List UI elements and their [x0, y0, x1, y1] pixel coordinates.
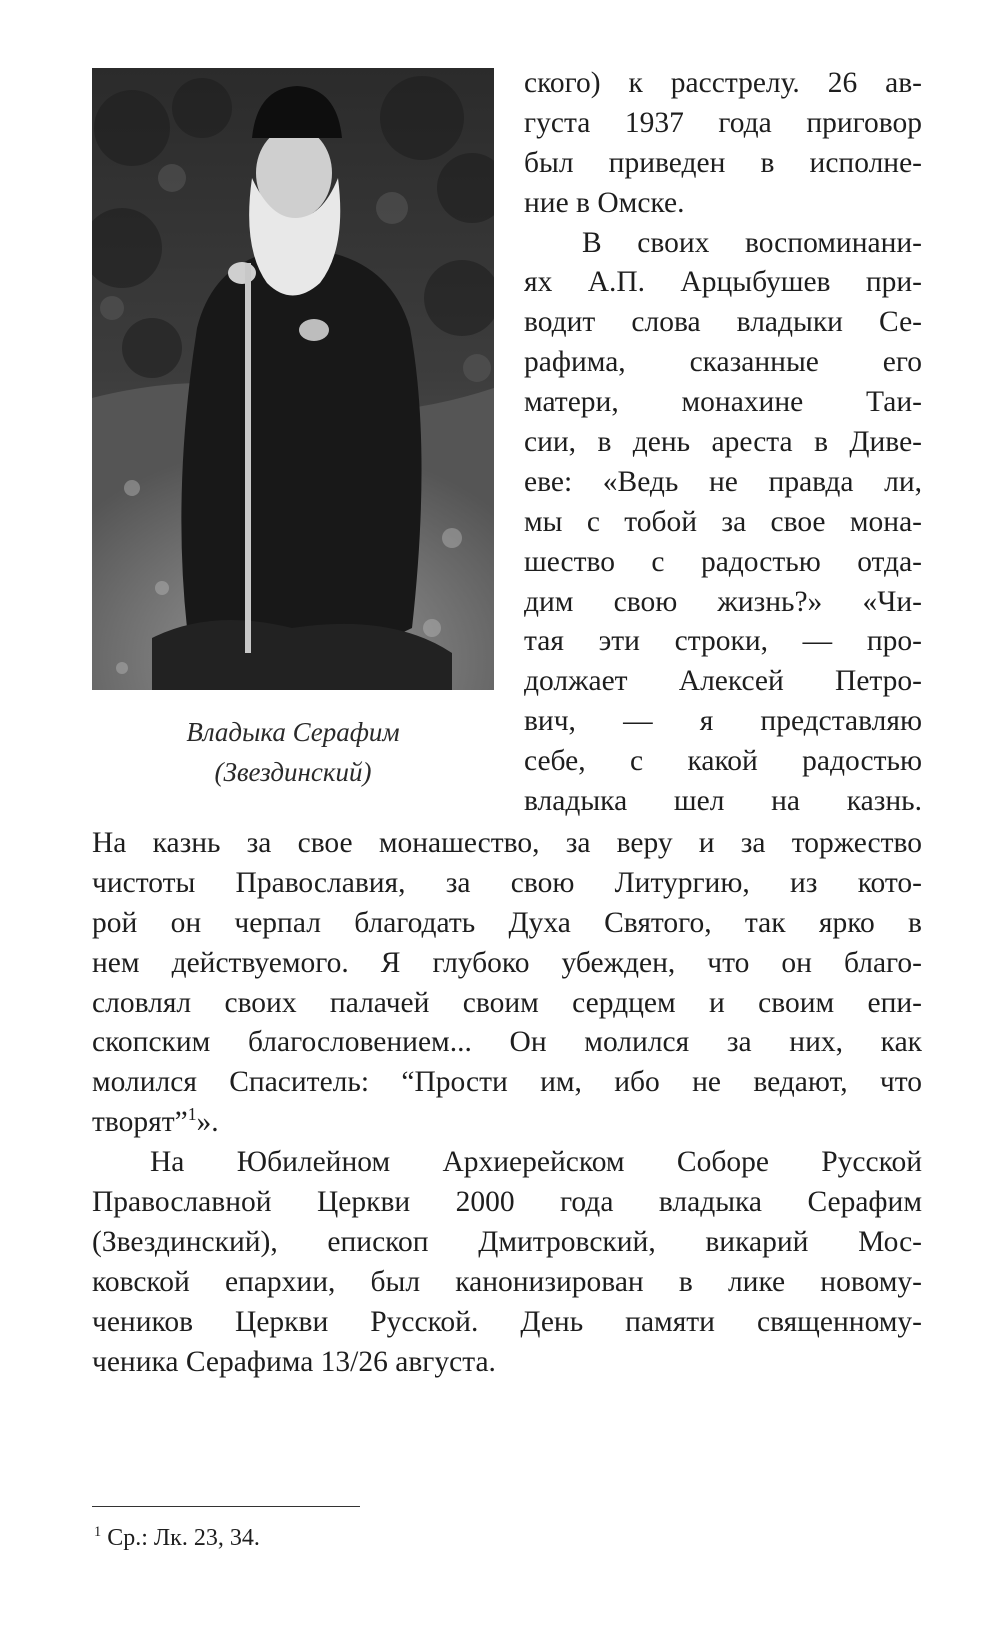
footnote-ref[interactable]: 1 — [187, 1104, 197, 1125]
text-line: себе, с какой радостью — [524, 745, 922, 778]
text-line: тая эти строки, — про- — [524, 625, 922, 658]
footnote-text: Ср.: Лк. 23, 34. — [101, 1525, 260, 1551]
text-line: В своих воспоминани- — [582, 226, 922, 259]
footnote-mark: 1 — [94, 1524, 102, 1540]
portrait-illustration — [92, 68, 494, 690]
text-line: дим свою жизнь?» «Чи- — [524, 585, 922, 618]
text-line: был приведен в исполне- — [524, 146, 922, 179]
text-line: должает Алексей Петро- — [524, 665, 922, 698]
closing-text: творят” — [92, 1106, 188, 1139]
text-line: водит слова владыки Се- — [524, 306, 922, 339]
text-line: ченика Серафима 13/26 августа. — [92, 1345, 496, 1378]
footnote — [94, 1522, 260, 1554]
text-line: чистоты Православия, за свою Литургию, из кото- — [92, 866, 922, 899]
full-width-text — [92, 824, 922, 1382]
text-line: чеников Церкви Русской. День памяти священному- — [92, 1305, 922, 1338]
text-line: нем действуемого. Я глубоко убежден, что он благо- — [92, 946, 922, 979]
text-line: густа 1937 года приговор — [524, 106, 922, 139]
caption-line: Владыка Серафим — [186, 717, 400, 747]
text-line: ковской епархии, был канонизирован в лике новому- — [92, 1265, 922, 1298]
text-line: молился Спаситель: “Прости им, ибо не ведают, что — [92, 1066, 922, 1099]
footnote-divider — [92, 1506, 360, 1507]
text-line: (Звездинский), епископ Дмитровский, викарий Мос- — [92, 1225, 922, 1258]
text-line: ях А.П. Арцыбушев при- — [524, 266, 922, 299]
text-line: На Юбилейном Архиерейском Соборе Русской — [150, 1146, 922, 1179]
text-line: рой он черпал благодать Духа Святого, так ярко в — [92, 906, 922, 939]
text-line: шество с радостью отда- — [524, 545, 922, 578]
text-line: На казнь за свое монашество, за веру и за торжество — [92, 827, 922, 859]
side-column-text — [524, 64, 922, 822]
text-line: ского) к расстрелу. 26 ав- — [524, 67, 922, 99]
text-line: еве: «Ведь не правда ли, — [524, 465, 922, 498]
text-line-closing — [92, 1103, 922, 1143]
text-line: сии, в день ареста в Диве- — [524, 426, 922, 459]
text-line: мы с тобой за свое мона- — [524, 505, 922, 538]
text-line: рафима, сказанные его — [524, 346, 922, 379]
text-line: вич, — я представляю — [524, 705, 922, 738]
text-line: матери, монахине Таи- — [524, 386, 922, 419]
photo-caption — [92, 712, 494, 792]
closing-end: ». — [196, 1106, 219, 1139]
text-line: скопским благословением... Он молился за них, как — [92, 1026, 922, 1059]
text-line: Православной Церкви 2000 года владыка Серафим — [92, 1186, 922, 1219]
portrait-photo — [92, 68, 494, 690]
text-line: словлял своих палачей своим сердцем и своим епи- — [92, 986, 922, 1019]
text-line: владыка шел на казнь. — [524, 785, 922, 818]
caption-line: (Звездинский) — [214, 757, 372, 787]
text-line: ние в Омске. — [524, 186, 685, 219]
